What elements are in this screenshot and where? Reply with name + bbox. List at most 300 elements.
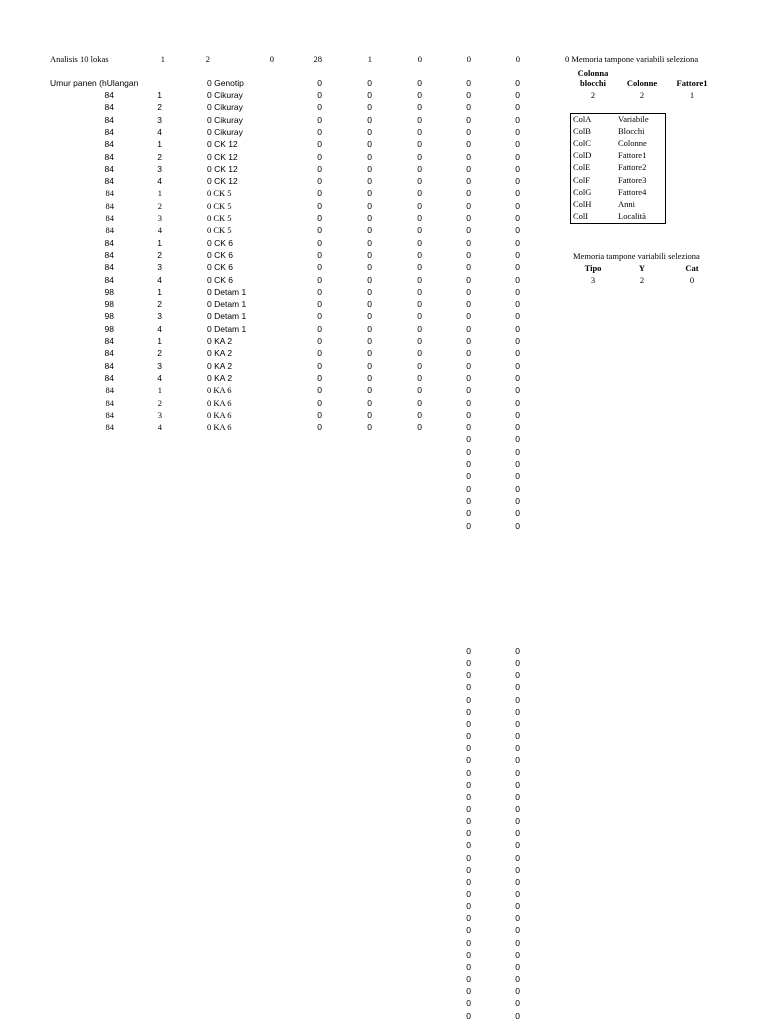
buffer2-header-cat: Cat xyxy=(685,263,699,273)
cell-value: 0 xyxy=(515,299,520,310)
cell-value: 0 xyxy=(515,755,520,766)
cell-ulangan: 3 xyxy=(157,409,162,420)
cell-umur-panen: 84 xyxy=(105,385,114,396)
cell-value: 0 xyxy=(466,803,471,814)
cell-umur-panen: 84 xyxy=(104,336,114,346)
header-value: 1 xyxy=(367,54,372,64)
cell-value: 0 xyxy=(317,188,322,199)
cell-ulangan: 1 xyxy=(157,286,162,297)
buffer2-header-tipo: Tipo xyxy=(584,263,602,273)
cell-value: 0 xyxy=(466,791,471,802)
cell-value: 0 xyxy=(417,139,422,150)
cell-umur-panen: 98 xyxy=(104,299,114,310)
cell-value: 0 xyxy=(466,422,471,433)
cell-value: 0 xyxy=(317,385,322,396)
cell-value: 0 xyxy=(317,409,322,420)
cell-value: 0 xyxy=(466,901,471,912)
cell-value: 0 xyxy=(515,262,520,273)
cell-value: 0 xyxy=(466,961,471,972)
cell-value: 0 xyxy=(367,274,372,285)
cell-value: 0 xyxy=(515,151,520,162)
buffer2-title: Memoria tampone variabili seleziona xyxy=(573,251,700,261)
cell-value: 0 xyxy=(515,694,520,705)
cell-ulangan: 3 xyxy=(157,360,162,371)
cell-value: 0 xyxy=(466,767,471,778)
mapping-column-code: ColG xyxy=(573,186,592,197)
cell-value: 0 xyxy=(417,372,422,383)
cell-ulangan: 3 xyxy=(157,163,162,174)
buffer2-value: 0 xyxy=(689,275,695,285)
cell-value: 0 xyxy=(515,864,520,875)
cell-value: 0 xyxy=(317,114,322,125)
cell-umur-panen: 84 xyxy=(104,102,114,113)
mapping-column-name: Blocchi xyxy=(618,126,645,137)
analysis-title: Analisis 10 lokas xyxy=(50,54,109,64)
cell-value: 0 xyxy=(367,200,372,211)
cell-umur-panen: 84 xyxy=(104,114,114,125)
cell-value: 0 xyxy=(317,90,322,100)
cell-value: 0 xyxy=(417,163,422,174)
cell-genotip: 0 KA 6 xyxy=(207,397,232,408)
cell-value: 0 xyxy=(417,422,422,433)
cell-umur-panen: 84 xyxy=(105,225,114,236)
cell-value: 0 xyxy=(515,274,520,285)
cell-ulangan: 1 xyxy=(157,385,162,396)
cell-value: 0 xyxy=(515,816,520,827)
cell-value: 0 xyxy=(515,852,520,863)
cell-value: 0 xyxy=(317,348,322,359)
header-zero: 0 xyxy=(417,78,422,88)
cell-value: 0 xyxy=(466,828,471,839)
cell-value: 0 xyxy=(466,998,471,1009)
cell-genotip: 0 Cikuray xyxy=(207,114,243,125)
cell-value: 0 xyxy=(466,731,471,742)
cell-value: 0 xyxy=(367,163,372,174)
cell-value: 0 xyxy=(417,323,422,334)
cell-value: 0 xyxy=(515,90,520,100)
mapping-column-code: ColH xyxy=(573,198,592,209)
cell-value: 0 xyxy=(417,213,422,223)
cell-value: 0 xyxy=(367,360,372,371)
cell-value: 0 xyxy=(466,237,471,248)
buffer1-value: 2 xyxy=(590,90,596,100)
cell-value: 0 xyxy=(367,336,372,346)
cell-value: 0 xyxy=(466,876,471,887)
cell-value: 0 xyxy=(417,385,422,396)
cell-value: 0 xyxy=(515,986,520,997)
cell-umur-panen: 84 xyxy=(104,139,114,150)
mapping-column-code: ColF xyxy=(573,174,591,185)
cell-ulangan: 4 xyxy=(157,422,162,433)
cell-genotip: 0 CK 5 xyxy=(207,225,232,236)
cell-value: 0 xyxy=(367,262,372,273)
cell-value: 0 xyxy=(417,360,422,371)
header-zero: 0 xyxy=(317,78,322,88)
cell-value: 0 xyxy=(367,299,372,310)
cell-value: 0 xyxy=(515,670,520,681)
cell-value: 0 xyxy=(367,114,372,125)
header-value: 28 xyxy=(313,54,322,64)
cell-value: 0 xyxy=(317,262,322,273)
mapping-column-code: ColB xyxy=(573,126,591,137)
cell-umur-panen: 98 xyxy=(104,311,114,322)
cell-value: 0 xyxy=(367,348,372,359)
header-zero: 0 xyxy=(515,78,520,88)
cell-value: 0 xyxy=(317,213,322,223)
cell-value: 0 xyxy=(515,876,520,887)
cell-value: 0 xyxy=(466,409,471,420)
cell-umur-panen: 84 xyxy=(104,360,114,371)
cell-value: 0 xyxy=(515,139,520,150)
cell-value: 0 xyxy=(515,791,520,802)
cell-value: 0 xyxy=(515,459,520,469)
cell-value: 0 xyxy=(515,828,520,839)
cell-value: 0 xyxy=(466,670,471,681)
cell-value: 0 xyxy=(417,397,422,408)
cell-value: 0 xyxy=(367,385,372,396)
cell-genotip: 0 KA 2 xyxy=(207,372,233,383)
cell-value: 0 xyxy=(367,225,372,236)
cell-value: 0 xyxy=(367,139,372,150)
cell-value: 0 xyxy=(515,682,520,693)
cell-ulangan: 2 xyxy=(157,102,162,113)
cell-value: 0 xyxy=(515,102,520,113)
column-header-umur-ulangan: Umur panen (hUlangan xyxy=(50,78,139,88)
mapping-column-name: Variabile xyxy=(618,114,649,124)
header-value: 0 xyxy=(466,54,471,64)
cell-value: 0 xyxy=(466,495,471,506)
cell-value: 0 xyxy=(515,658,520,669)
cell-value: 0 xyxy=(466,360,471,371)
cell-value: 0 xyxy=(466,937,471,948)
cell-ulangan: 4 xyxy=(157,176,162,187)
cell-value: 0 xyxy=(367,188,372,199)
cell-umur-panen: 84 xyxy=(104,249,114,260)
cell-value: 0 xyxy=(515,323,520,334)
cell-genotip: 0 KA 6 xyxy=(207,385,232,396)
cell-value: 0 xyxy=(515,446,520,457)
cell-genotip: 0 CK 6 xyxy=(207,274,233,285)
cell-value: 0 xyxy=(515,961,520,972)
cell-value: 0 xyxy=(466,213,471,223)
cell-genotip: 0 Detam 1 xyxy=(207,286,247,297)
buffer2-value: 3 xyxy=(590,275,596,285)
mapping-column-code: ColE xyxy=(573,162,591,173)
buffer2-header-y: Y xyxy=(638,263,646,273)
cell-value: 0 xyxy=(466,986,471,997)
mapping-column-name: Anni xyxy=(618,198,635,209)
cell-value: 0 xyxy=(466,151,471,162)
cell-value: 0 xyxy=(515,803,520,814)
cell-value: 0 xyxy=(515,372,520,383)
cell-ulangan: 1 xyxy=(157,90,162,100)
cell-value: 0 xyxy=(466,397,471,408)
cell-ulangan: 2 xyxy=(157,299,162,310)
cell-value: 0 xyxy=(466,646,471,656)
cell-value: 0 xyxy=(317,299,322,310)
cell-value: 0 xyxy=(367,176,372,187)
cell-value: 0 xyxy=(515,200,520,211)
cell-value: 0 xyxy=(466,913,471,924)
cell-value: 0 xyxy=(515,937,520,948)
cell-value: 0 xyxy=(515,508,520,519)
cell-value: 0 xyxy=(515,471,520,482)
cell-value: 0 xyxy=(515,360,520,371)
cell-value: 0 xyxy=(466,126,471,137)
cell-value: 0 xyxy=(466,508,471,519)
cell-value: 0 xyxy=(466,483,471,494)
cell-value: 0 xyxy=(317,323,322,334)
cell-umur-panen: 84 xyxy=(104,90,114,100)
cell-value: 0 xyxy=(515,176,520,187)
buffer1-header-colonna-blocchi: Colonna blocchi xyxy=(577,68,609,88)
cell-genotip: 0 CK 12 xyxy=(207,176,238,187)
cell-umur-panen: 84 xyxy=(104,372,114,383)
header-value: 2 xyxy=(205,54,210,64)
cell-value: 0 xyxy=(417,114,422,125)
cell-value: 0 xyxy=(466,188,471,199)
mapping-column-name: Fattore3 xyxy=(618,174,647,185)
column-header-genotip: 0 Genotip xyxy=(207,78,244,88)
cell-ulangan: 3 xyxy=(157,213,162,223)
mapping-column-name: Fattore1 xyxy=(618,150,647,161)
cell-value: 0 xyxy=(417,102,422,113)
cell-value: 0 xyxy=(466,274,471,285)
cell-value: 0 xyxy=(317,163,322,174)
cell-value: 0 xyxy=(515,743,520,754)
mapping-column-name: Colonne xyxy=(618,138,647,149)
cell-value: 0 xyxy=(367,397,372,408)
cell-genotip: 0 KA 2 xyxy=(207,348,233,359)
mapping-column-name: Fattore2 xyxy=(618,162,647,173)
cell-genotip: 0 Cikuray xyxy=(207,126,243,137)
header-value: 0 xyxy=(515,54,520,64)
cell-value: 0 xyxy=(515,889,520,899)
cell-genotip: 0 Cikuray xyxy=(207,90,243,100)
cell-value: 0 xyxy=(417,237,422,248)
cell-ulangan: 4 xyxy=(157,274,162,285)
cell-genotip: 0 CK 5 xyxy=(207,200,232,211)
cell-value: 0 xyxy=(515,188,520,199)
cell-value: 0 xyxy=(417,274,422,285)
cell-umur-panen: 84 xyxy=(105,213,114,223)
cell-value: 0 xyxy=(515,901,520,912)
cell-value: 0 xyxy=(466,90,471,100)
cell-ulangan: 2 xyxy=(157,348,162,359)
cell-value: 0 xyxy=(466,779,471,790)
cell-value: 0 xyxy=(417,336,422,346)
cell-ulangan: 3 xyxy=(157,114,162,125)
cell-value: 0 xyxy=(367,286,372,297)
cell-value: 0 xyxy=(466,249,471,260)
cell-value: 0 xyxy=(466,385,471,396)
cell-value: 0 xyxy=(515,249,520,260)
cell-value: 0 xyxy=(417,348,422,359)
cell-umur-panen: 84 xyxy=(104,176,114,187)
cell-value: 0 xyxy=(417,311,422,322)
cell-value: 0 xyxy=(466,348,471,359)
cell-value: 0 xyxy=(466,446,471,457)
cell-ulangan: 4 xyxy=(157,225,162,236)
cell-value: 0 xyxy=(515,974,520,985)
cell-value: 0 xyxy=(466,694,471,705)
cell-value: 0 xyxy=(417,409,422,420)
cell-value: 0 xyxy=(515,434,520,445)
cell-genotip: 0 KA 6 xyxy=(207,422,232,433)
cell-ulangan: 3 xyxy=(157,262,162,273)
cell-value: 0 xyxy=(417,188,422,199)
cell-value: 0 xyxy=(515,767,520,778)
cell-value: 0 xyxy=(417,299,422,310)
cell-ulangan: 2 xyxy=(157,249,162,260)
memoria-label: 0 Memoria tampone variabili seleziona xyxy=(565,54,699,64)
cell-genotip: 0 Detam 1 xyxy=(207,299,247,310)
cell-genotip: 0 KA 2 xyxy=(207,360,233,371)
cell-value: 0 xyxy=(515,163,520,174)
cell-value: 0 xyxy=(466,471,471,482)
cell-value: 0 xyxy=(367,249,372,260)
cell-ulangan: 1 xyxy=(157,188,162,199)
header-value: 1 xyxy=(160,54,165,64)
buffer1-header-colonne: Colonne xyxy=(626,78,658,88)
cell-ulangan: 1 xyxy=(157,139,162,150)
cell-value: 0 xyxy=(317,102,322,113)
header-value: 0 xyxy=(417,54,422,64)
cell-value: 0 xyxy=(515,397,520,408)
cell-value: 0 xyxy=(367,311,372,322)
cell-value: 0 xyxy=(317,422,322,433)
cell-genotip: 0 CK 12 xyxy=(207,163,238,174)
cell-value: 0 xyxy=(417,262,422,273)
cell-value: 0 xyxy=(466,840,471,851)
cell-umur-panen: 98 xyxy=(104,286,114,297)
cell-value: 0 xyxy=(515,422,520,433)
cell-ulangan: 1 xyxy=(157,237,162,248)
cell-value: 0 xyxy=(466,852,471,863)
cell-value: 0 xyxy=(417,200,422,211)
cell-value: 0 xyxy=(515,925,520,936)
cell-value: 0 xyxy=(466,225,471,236)
cell-value: 0 xyxy=(367,151,372,162)
cell-value: 0 xyxy=(515,495,520,506)
cell-value: 0 xyxy=(466,336,471,346)
cell-value: 0 xyxy=(515,998,520,1009)
cell-value: 0 xyxy=(515,126,520,137)
cell-genotip: 0 CK 6 xyxy=(207,237,233,248)
cell-value: 0 xyxy=(417,225,422,236)
buffer1-header-fattore1: Fattore1 xyxy=(676,78,708,88)
cell-umur-panen: 84 xyxy=(104,163,114,174)
buffer1-value: 1 xyxy=(689,90,695,100)
cell-value: 0 xyxy=(515,311,520,322)
cell-ulangan: 2 xyxy=(157,151,162,162)
cell-umur-panen: 84 xyxy=(105,409,114,420)
cell-value: 0 xyxy=(466,139,471,150)
cell-value: 0 xyxy=(466,974,471,985)
cell-value: 0 xyxy=(466,755,471,766)
cell-umur-panen: 84 xyxy=(104,151,114,162)
cell-umur-panen: 84 xyxy=(104,237,114,248)
cell-value: 0 xyxy=(466,520,471,531)
cell-genotip: 0 CK 5 xyxy=(207,213,232,223)
cell-genotip: 0 CK 6 xyxy=(207,249,233,260)
cell-genotip: 0 CK 6 xyxy=(207,262,233,273)
cell-umur-panen: 84 xyxy=(105,422,114,433)
cell-ulangan: 4 xyxy=(157,126,162,137)
cell-umur-panen: 84 xyxy=(105,397,114,408)
cell-value: 0 xyxy=(515,348,520,359)
cell-value: 0 xyxy=(317,225,322,236)
cell-value: 0 xyxy=(466,200,471,211)
cell-umur-panen: 84 xyxy=(104,262,114,273)
mapping-column-code: ColA xyxy=(573,114,592,124)
buffer2-value: 2 xyxy=(639,275,645,285)
cell-ulangan: 4 xyxy=(157,323,162,334)
cell-value: 0 xyxy=(317,249,322,260)
cell-value: 0 xyxy=(367,409,372,420)
cell-value: 0 xyxy=(466,459,471,469)
cell-value: 0 xyxy=(466,743,471,754)
cell-value: 0 xyxy=(466,311,471,322)
cell-value: 0 xyxy=(367,372,372,383)
cell-value: 0 xyxy=(317,274,322,285)
cell-value: 0 xyxy=(317,336,322,346)
cell-value: 0 xyxy=(417,90,422,100)
cell-genotip: 0 KA 6 xyxy=(207,409,232,420)
cell-umur-panen: 84 xyxy=(104,126,114,137)
cell-value: 0 xyxy=(515,1010,520,1021)
cell-genotip: 0 Detam 1 xyxy=(207,323,247,334)
cell-value: 0 xyxy=(515,913,520,924)
mapping-column-name: Fattore4 xyxy=(618,186,647,197)
cell-value: 0 xyxy=(317,360,322,371)
cell-value: 0 xyxy=(417,151,422,162)
cell-genotip: 0 Detam 1 xyxy=(207,311,247,322)
cell-umur-panen: 84 xyxy=(105,200,114,211)
cell-value: 0 xyxy=(466,434,471,445)
cell-value: 0 xyxy=(466,1010,471,1021)
cell-value: 0 xyxy=(466,323,471,334)
cell-value: 0 xyxy=(515,731,520,742)
cell-value: 0 xyxy=(466,925,471,936)
cell-value: 0 xyxy=(515,779,520,790)
cell-value: 0 xyxy=(367,90,372,100)
cell-genotip: 0 CK 12 xyxy=(207,151,238,162)
cell-genotip: 0 Cikuray xyxy=(207,102,243,113)
cell-value: 0 xyxy=(466,658,471,669)
cell-value: 0 xyxy=(515,286,520,297)
mapping-column-code: ColC xyxy=(573,138,591,149)
cell-value: 0 xyxy=(367,422,372,433)
header-value: 0 xyxy=(269,54,274,64)
cell-value: 0 xyxy=(515,520,520,531)
cell-genotip: 0 CK 5 xyxy=(207,188,232,199)
cell-value: 0 xyxy=(367,323,372,334)
cell-value: 0 xyxy=(317,151,322,162)
cell-genotip: 0 KA 2 xyxy=(207,336,233,346)
cell-value: 0 xyxy=(367,213,372,223)
cell-value: 0 xyxy=(317,176,322,187)
cell-ulangan: 2 xyxy=(157,397,162,408)
cell-value: 0 xyxy=(515,336,520,346)
cell-value: 0 xyxy=(367,102,372,113)
cell-umur-panen: 98 xyxy=(104,323,114,334)
cell-value: 0 xyxy=(466,114,471,125)
cell-value: 0 xyxy=(515,225,520,236)
cell-genotip: 0 CK 12 xyxy=(207,139,238,150)
buffer1-value: 2 xyxy=(639,90,645,100)
header-zero: 0 xyxy=(367,78,372,88)
